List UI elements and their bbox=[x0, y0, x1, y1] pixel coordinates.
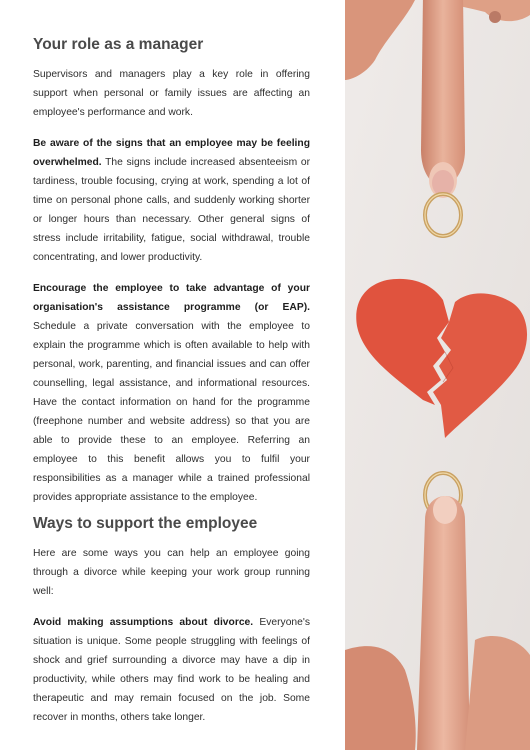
signs-lead: Be aware of the signs that an employee may be feeling overwhelmed. bbox=[33, 138, 310, 168]
signs-body: The signs include increased absenteeism or tardiness, trouble focusing, crying at work, spending a lot of time on personal phone calls, and suddenly working shorter or longer hours than necessary. Other general signs of stress include irritability, fatigue, social withdrawal, trouble concentrating, and lower productivity. bbox=[33, 157, 310, 263]
section-heading-support: Ways to support the employee bbox=[33, 515, 258, 532]
assumptions-body: Everyone's situation is unique. Some people struggling with feelings of shock and grief surrounding a divorce may have a dip in productivity, while others may find work to be healing and therapeutic and may remain focused on the job. Some recover in months, others take longer. bbox=[33, 617, 310, 723]
top-finger bbox=[421, 0, 465, 186]
assumptions-paragraph bbox=[33, 613, 310, 727]
broken-heart-photo bbox=[345, 0, 530, 750]
bottom-finger bbox=[417, 496, 470, 750]
assumptions-lead: Avoid making assumptions about divorce. bbox=[33, 617, 254, 628]
section-heading-role: Your role as a manager bbox=[33, 36, 204, 53]
signs-paragraph bbox=[33, 134, 310, 267]
article-text-column bbox=[33, 36, 310, 727]
eap-body: Schedule a private conversation with the employee to explain the programme which is often available to help with personal, work, parenting, and financial issues and can offer counselling, legal assistance, and informational resources. Have the contact information on hand for the programme (freephone number and website address) so that you are able to provide these to an employee. Referring an employee to this benefit allows you to fulfil your responsibilities as a manager while a trained professional provides appropriate assistance to the employee. bbox=[33, 321, 310, 503]
support-intro-paragraph: Here are some ways you can help an employee going through a divorce while keeping your work group running well: bbox=[33, 548, 310, 597]
intro-paragraph: Supervisors and managers play a key role in offering support when personal or family issues are affecting an employee's performance and work. bbox=[33, 69, 310, 118]
eap-lead: Encourage the employee to take advantage of your organisation's assistance programme (or EAP). bbox=[33, 283, 310, 313]
eap-paragraph bbox=[33, 279, 310, 507]
photo-illustration bbox=[345, 0, 530, 750]
